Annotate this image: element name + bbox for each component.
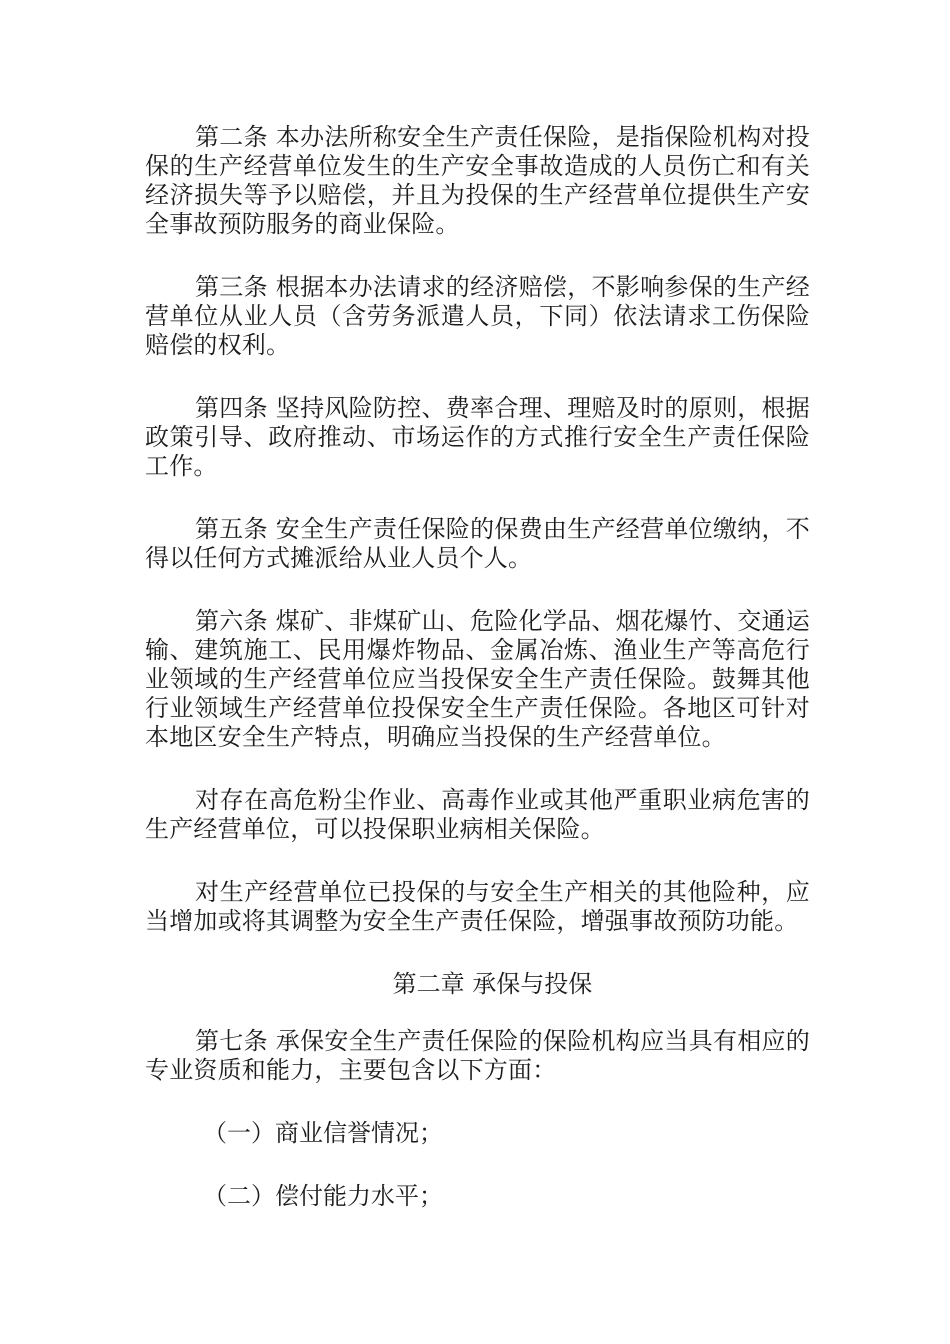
article-3-paragraph: 第三条 根据本办法请求的经济赔偿，不影响参保的生产经营单位从业人员（含劳务派遣人员，下同）依法请求工伤保险赔偿的权利。 <box>145 273 810 359</box>
article-4-paragraph: 第四条 坚持风险防控、费率合理、理赔及时的原则，根据政策引导、政府推动、市场运作的方式推行安全生产责任保险工作。 <box>145 394 810 480</box>
article-7-paragraph: 第七条 承保安全生产责任保险的保险机构应当具有相应的专业资质和能力，主要包含以下方面： <box>145 1027 810 1084</box>
article-5-paragraph: 第五条 安全生产责任保险的保费由生产经营单位缴纳，不得以任何方式摊派给从业人员个人。 <box>145 515 810 572</box>
chapter-heading: 第二章 承保与投保 <box>392 970 593 998</box>
other-insurance-paragraph: 对生产经营单位已投保的与安全生产相关的其他险种，应当增加或将其调整为安全生产责任保险，增强事故预防功能。 <box>145 878 810 935</box>
article-6-paragraph: 第六条 煤矿、非煤矿山、危险化学品、烟花爆竹、交通运输、建筑施工、民用爆炸物品、金属冶炼、渔业生产等高危行业领域的生产经营单位应当投保安全生产责任保险。鼓舞其他行业领域生产经营单位投保安全生产责任保险。各地区可针对本地区安全生产特点，明确应当投保的生产经营单位。 <box>145 607 810 751</box>
list-item: （二）偿付能力水平； <box>203 1182 443 1210</box>
document-page <box>145 123 810 1245</box>
article-2-paragraph: 第二条 本办法所称安全生产责任保险，是指保险机构对投保的生产经营单位发生的生产安全事故造成的人员伤亡和有关经济损失等予以赔偿，并且为投保的生产经营单位提供生产安全事故预防服务的商业保险。 <box>145 123 810 238</box>
list-item: （一）商业信誉情况； <box>203 1119 443 1147</box>
occupational-disease-paragraph: 对存在高危粉尘作业、高毒作业或其他严重职业病危害的生产经营单位，可以投保职业病相关保险。 <box>145 786 810 843</box>
